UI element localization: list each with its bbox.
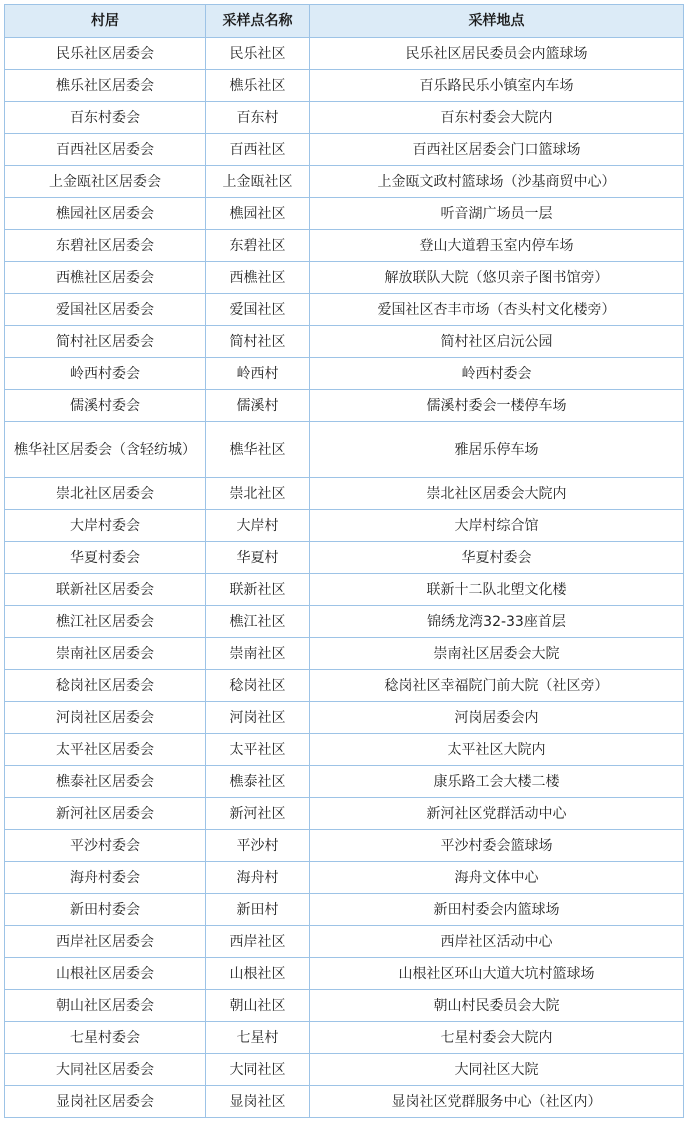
table-row — [5, 134, 684, 166]
village-cell: 儒溪村委会 — [5, 390, 206, 422]
village-cell: 显岗社区居委会 — [5, 1086, 206, 1118]
village-cell: 东碧社区居委会 — [5, 230, 206, 262]
village-cell: 朝山社区居委会 — [5, 990, 206, 1022]
site-name-cell: 新田村 — [206, 894, 310, 926]
site-location-cell: 太平社区大院内 — [310, 734, 684, 766]
village-cell: 樵泰社区居委会 — [5, 766, 206, 798]
table-row — [5, 894, 684, 926]
site-name-cell: 樵华社区 — [206, 422, 310, 478]
site-name-cell: 爱国社区 — [206, 294, 310, 326]
site-name-cell: 海舟村 — [206, 862, 310, 894]
site-name-cell: 简村社区 — [206, 326, 310, 358]
village-cell: 华夏村委会 — [5, 542, 206, 574]
site-location-cell: 稔岗社区幸福院门前大院（社区旁） — [310, 670, 684, 702]
site-location-cell: 新河社区党群活动中心 — [310, 798, 684, 830]
village-cell: 樵乐社区居委会 — [5, 70, 206, 102]
village-cell: 简村社区居委会 — [5, 326, 206, 358]
site-name-cell: 联新社区 — [206, 574, 310, 606]
table-row — [5, 766, 684, 798]
site-name-cell: 樵泰社区 — [206, 766, 310, 798]
village-cell: 西岸社区居委会 — [5, 926, 206, 958]
site-name-cell: 显岗社区 — [206, 1086, 310, 1118]
site-name-cell: 大同社区 — [206, 1054, 310, 1086]
village-cell: 新田村委会 — [5, 894, 206, 926]
table-row — [5, 70, 684, 102]
site-name-cell: 民乐社区 — [206, 38, 310, 70]
table-row — [5, 38, 684, 70]
village-cell: 上金瓯社区居委会 — [5, 166, 206, 198]
site-name-cell: 西樵社区 — [206, 262, 310, 294]
site-name-cell: 樵江社区 — [206, 606, 310, 638]
table-row — [5, 422, 684, 478]
site-location-cell: 爱国社区杏丰市场（杏头村文化楼旁） — [310, 294, 684, 326]
table-row — [5, 830, 684, 862]
site-location-cell: 解放联队大院（悠贝亲子图书馆旁） — [310, 262, 684, 294]
village-cell: 新河社区居委会 — [5, 798, 206, 830]
site-name-cell: 西岸社区 — [206, 926, 310, 958]
table-row — [5, 574, 684, 606]
site-location-cell: 登山大道碧玉室内停车场 — [310, 230, 684, 262]
table-row — [5, 798, 684, 830]
village-cell: 大岸村委会 — [5, 510, 206, 542]
site-name-cell: 儒溪村 — [206, 390, 310, 422]
site-location-cell: 山根社区环山大道大坑村篮球场 — [310, 958, 684, 990]
site-location-cell: 朝山村民委员会大院 — [310, 990, 684, 1022]
site-location-cell: 崇北社区居委会大院内 — [310, 478, 684, 510]
table-row — [5, 326, 684, 358]
table-row — [5, 1086, 684, 1118]
table-row — [5, 390, 684, 422]
site-name-cell: 百东村 — [206, 102, 310, 134]
table-row — [5, 358, 684, 390]
table-row — [5, 638, 684, 670]
table-row — [5, 166, 684, 198]
table-row — [5, 478, 684, 510]
site-location-cell: 简村社区启沅公园 — [310, 326, 684, 358]
site-location-cell: 上金瓯文政村篮球场（沙基商贸中心） — [310, 166, 684, 198]
village-cell: 崇北社区居委会 — [5, 478, 206, 510]
site-name-cell: 东碧社区 — [206, 230, 310, 262]
site-location-cell: 大同社区大院 — [310, 1054, 684, 1086]
site-name-cell: 朝山社区 — [206, 990, 310, 1022]
table-row — [5, 230, 684, 262]
site-name-cell: 平沙村 — [206, 830, 310, 862]
table-row — [5, 670, 684, 702]
site-location-cell: 海舟文体中心 — [310, 862, 684, 894]
site-location-cell: 雅居乐停车场 — [310, 422, 684, 478]
village-cell: 崇南社区居委会 — [5, 638, 206, 670]
village-cell: 联新社区居委会 — [5, 574, 206, 606]
table-row — [5, 958, 684, 990]
site-name-cell: 华夏村 — [206, 542, 310, 574]
village-cell: 西樵社区居委会 — [5, 262, 206, 294]
header-row — [5, 5, 684, 38]
village-cell: 稔岗社区居委会 — [5, 670, 206, 702]
site-name-cell: 河岗社区 — [206, 702, 310, 734]
table-row — [5, 198, 684, 230]
site-location-cell: 民乐社区居民委员会内篮球场 — [310, 38, 684, 70]
site-location-cell: 岭西村委会 — [310, 358, 684, 390]
site-name-cell: 新河社区 — [206, 798, 310, 830]
table-body — [5, 38, 684, 1118]
site-location-cell: 平沙村委会篮球场 — [310, 830, 684, 862]
site-location-cell: 百东村委会大院内 — [310, 102, 684, 134]
village-cell: 樵园社区居委会 — [5, 198, 206, 230]
site-name-cell: 山根社区 — [206, 958, 310, 990]
table-row — [5, 1022, 684, 1054]
table-row — [5, 294, 684, 326]
village-cell: 平沙村委会 — [5, 830, 206, 862]
site-location-cell: 听音湖广场员一层 — [310, 198, 684, 230]
site-location-cell: 崇南社区居委会大院 — [310, 638, 684, 670]
village-cell: 民乐社区居委会 — [5, 38, 206, 70]
table-row — [5, 606, 684, 638]
village-cell: 樵华社区居委会（含轻纺城） — [5, 422, 206, 478]
table-header — [5, 5, 684, 38]
village-cell: 岭西村委会 — [5, 358, 206, 390]
site-name-cell: 太平社区 — [206, 734, 310, 766]
village-cell: 樵江社区居委会 — [5, 606, 206, 638]
site-location-cell: 儒溪村委会一楼停车场 — [310, 390, 684, 422]
site-name-cell: 七星村 — [206, 1022, 310, 1054]
village-cell: 百西社区居委会 — [5, 134, 206, 166]
site-name-cell: 岭西村 — [206, 358, 310, 390]
site-location-cell: 联新十二队北塱文化楼 — [310, 574, 684, 606]
table-row — [5, 510, 684, 542]
site-name-cell: 崇南社区 — [206, 638, 310, 670]
site-name-cell: 大岸村 — [206, 510, 310, 542]
sampling-sites-table — [4, 4, 684, 1118]
table-row — [5, 862, 684, 894]
site-location-cell: 河岗居委会内 — [310, 702, 684, 734]
table-row — [5, 542, 684, 574]
site-location-cell: 锦绣龙湾32-33座首层 — [310, 606, 684, 638]
table-row — [5, 990, 684, 1022]
table-row — [5, 102, 684, 134]
site-name-cell: 樵乐社区 — [206, 70, 310, 102]
site-name-cell: 崇北社区 — [206, 478, 310, 510]
table-row — [5, 702, 684, 734]
site-location-cell: 康乐路工会大楼二楼 — [310, 766, 684, 798]
village-cell: 太平社区居委会 — [5, 734, 206, 766]
site-name-cell: 樵园社区 — [206, 198, 310, 230]
site-location-cell: 西岸社区活动中心 — [310, 926, 684, 958]
village-cell: 河岗社区居委会 — [5, 702, 206, 734]
column-header-site-name: 采样点名称 — [206, 5, 310, 38]
village-cell: 七星村委会 — [5, 1022, 206, 1054]
village-cell: 山根社区居委会 — [5, 958, 206, 990]
table-row — [5, 262, 684, 294]
village-cell: 百东村委会 — [5, 102, 206, 134]
table-row — [5, 734, 684, 766]
village-cell: 海舟村委会 — [5, 862, 206, 894]
site-location-cell: 华夏村委会 — [310, 542, 684, 574]
site-location-cell: 大岸村综合馆 — [310, 510, 684, 542]
site-name-cell: 上金瓯社区 — [206, 166, 310, 198]
table-row — [5, 1054, 684, 1086]
column-header-village: 村居 — [5, 5, 206, 38]
village-cell: 爱国社区居委会 — [5, 294, 206, 326]
site-location-cell: 七星村委会大院内 — [310, 1022, 684, 1054]
column-header-site-location: 采样地点 — [310, 5, 684, 38]
site-location-cell: 显岗社区党群服务中心（社区内） — [310, 1086, 684, 1118]
site-location-cell: 新田村委会内篮球场 — [310, 894, 684, 926]
site-location-cell: 百西社区居委会门口篮球场 — [310, 134, 684, 166]
table-row — [5, 926, 684, 958]
site-location-cell: 百乐路民乐小镇室内车场 — [310, 70, 684, 102]
site-name-cell: 稔岗社区 — [206, 670, 310, 702]
village-cell: 大同社区居委会 — [5, 1054, 206, 1086]
site-name-cell: 百西社区 — [206, 134, 310, 166]
